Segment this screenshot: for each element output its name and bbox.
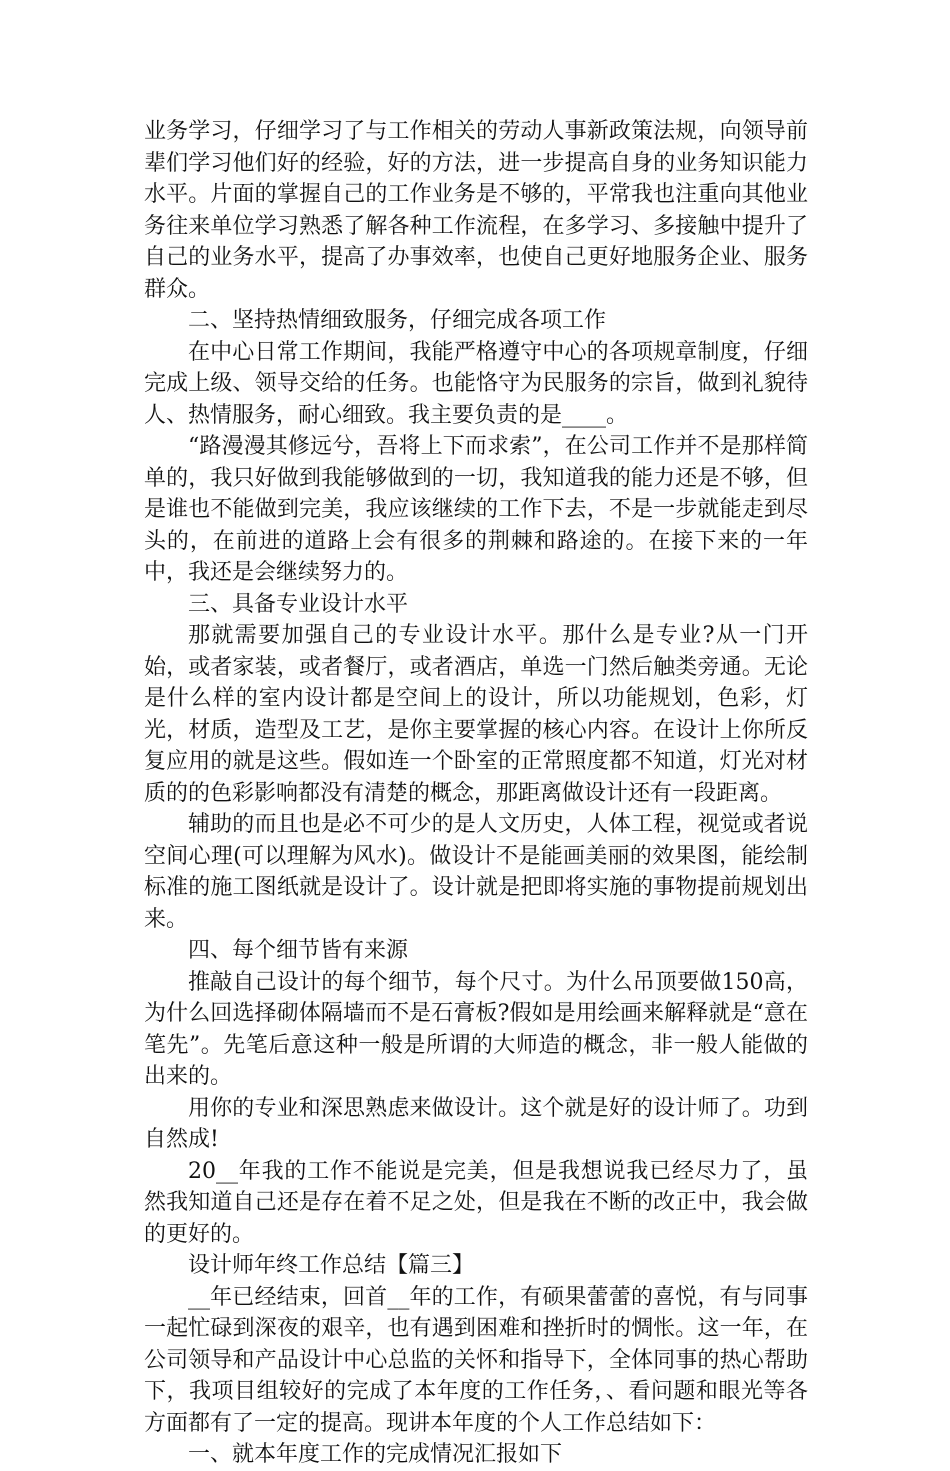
body-paragraph: 那就需要加强自己的专业设计水平。那什么是专业?从一门开始，或者家装，或者餐厅，或者酒店，单选一门然后触类旁通。无论是什么样的室内设计都是空间上的设计，所以功能规划，色彩，灯光，材质，造型及工艺，是你主要掌握的核心内容。在设计上你所反复应用的就是这些。假如连一个卧室的正常照度都不知道，灯光对材质的的色彩影响都没有清楚的概念，那距离做设计还有一段距离。 — [144, 623, 808, 806]
body-paragraph: 用你的专业和深思熟虑来做设计。这个就是好的设计师了。功到自然成! — [144, 1095, 808, 1152]
body-paragraph: 辅助的而且也是必不可少的是人文历史，人体工程，视觉或者说空间心理(可以理解为风水)。做设计不是能画美丽的效果图，能绘制标准的施工图纸就是设计了。设计就是把即将实施的事物提前规划出来。 — [144, 812, 808, 932]
section-heading: 三、具备专业设计水平 — [188, 591, 409, 617]
body-paragraph: 20__年我的工作不能说是完美，但是我想说我已经尽力了，虽然我知道自己还是存在着不足之处，但是我在不断的改正中，我会做的更好的。 — [144, 1158, 808, 1247]
body-paragraph: 推敲自己设计的每个细节，每个尺寸。为什么吊顶要做150高，为什么回选择砌体隔墙而不是石膏板?假如是用绘画来解释就是“意在笔先”。先笔后意这种一般是所谓的大师造的概念，非一般人能做的出来的。 — [144, 969, 808, 1089]
body-paragraph: “路漫漫其修远兮，吾将上下而求索”，在公司工作并不是那样简单的，我只好做到我能够做到的一切，我知道我的能力还是不够，但是谁也不能做到完美，我应该继续的工作下去，不是一步就能走到尽头的，在前进的道路上会有很多的荆棘和路途的。在接下来的一年中，我还是会继续努力的。 — [144, 434, 808, 585]
body-paragraph: 业务学习，仔细学习了与工作相关的劳动人事新政策法规，向领导前辈们学习他们好的经验，好的方法，进一步提高自身的业务知识能力水平。片面的掌握自己的工作业务是不够的，平常我也注重向其他业务往来单位学习熟悉了解各种工作流程，在多学习、多接触中提升了自己的业务水平，提高了办事效率，也使自己更好地服务企业、服务群众。 — [144, 119, 808, 302]
section-heading: 四、每个细节皆有来源 — [188, 938, 409, 963]
body-paragraph: 在中心日常工作期间，我能严格遵守中心的各项规章制度，仔细完成上级、领导交给的任务。也能恪守为民服务的宗旨，做到礼貌待人、热情服务，耐心细致。我主要负责的是____。 — [144, 339, 808, 428]
section-heading: 二、坚持热情细致服务，仔细完成各项工作 — [188, 308, 607, 333]
document-page — [144, 116, 808, 1471]
section-heading: 一、就本年度工作的完成情况汇报如下 — [188, 1442, 563, 1467]
article-title: 设计师年终工作总结【篇三】 — [188, 1253, 475, 1278]
body-paragraph: __年已经结束，回首__年的工作，有硕果蕾蕾的喜悦，有与同事一起忙碌到深夜的艰辛，也有遇到困难和挫折时的惆怅。这一年，在公司领导和产品设计中心总监的关怀和指导下，全体同事的热心帮助下，我项目组较好的完成了本年度的工作任务，、看问题和眼光等各方面都有了一定的提高。现讲本年度的个人工作总结如下： — [144, 1284, 808, 1436]
